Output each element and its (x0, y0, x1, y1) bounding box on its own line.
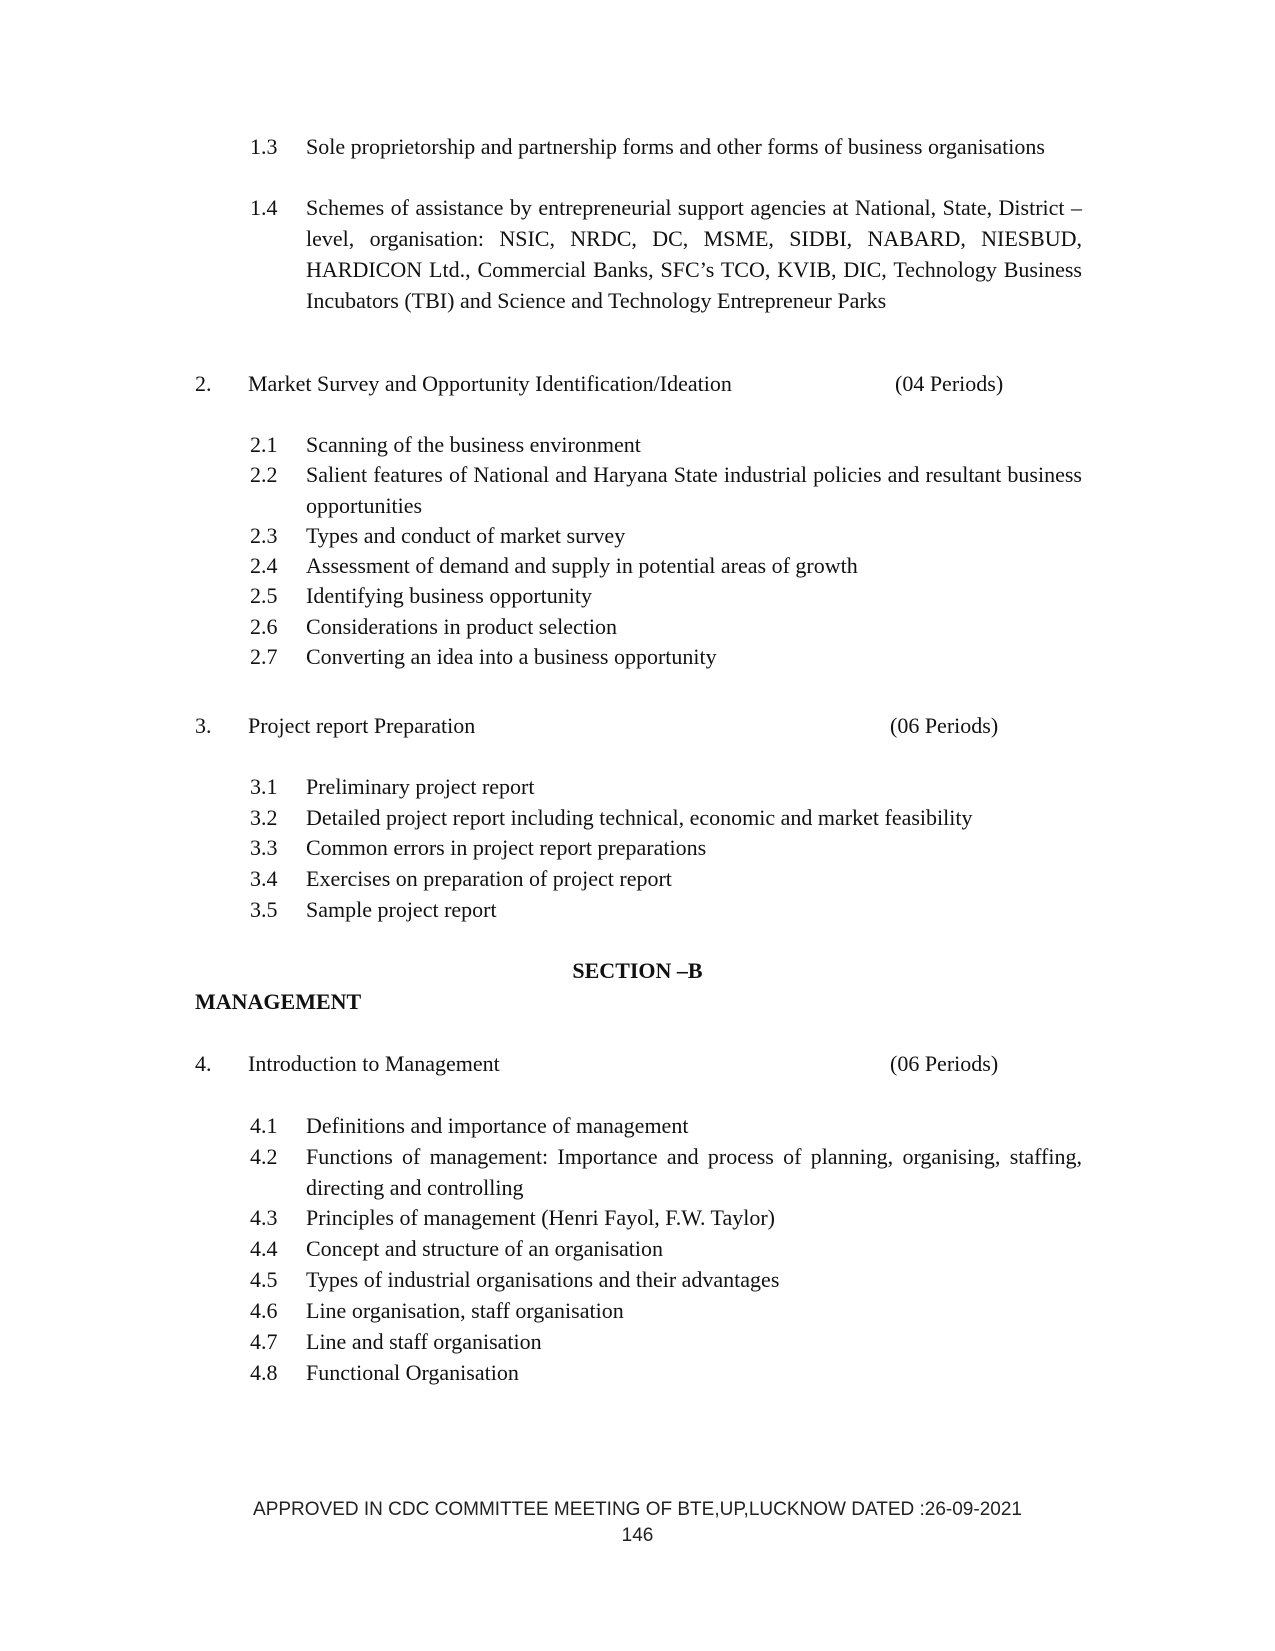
item-text: Definitions and importance of management (306, 1113, 689, 1138)
list-item-4-5 (250, 1264, 1082, 1295)
section-b-heading: SECTION –B (572, 958, 703, 983)
list-item-3-4 (250, 863, 1082, 894)
list-item-3-3 (250, 832, 1082, 863)
item-number: 4.3 (250, 1205, 278, 1230)
item-text: Line organisation, staff organisation (306, 1298, 624, 1323)
item-text: Identifying business opportunity (306, 583, 592, 608)
section-title: Introduction to Management (248, 1051, 500, 1076)
item-text: Assessment of demand and supply in potential areas of growth (306, 553, 858, 578)
item-text: Detailed project report including technical, economic and market feasibility (306, 805, 973, 830)
list-item-4-3 (250, 1202, 1082, 1233)
list-item-4-8 (250, 1357, 1082, 1388)
item-text: Preliminary project report (306, 774, 535, 799)
item-number: 4.2 (250, 1144, 278, 1169)
item-number: 2.5 (250, 583, 278, 608)
section-periods: (06 Periods) (890, 713, 999, 738)
item-text: Sample project report (306, 897, 497, 922)
item-text: Sole proprietorship and partnership forms and other forms of business organisations (306, 134, 1045, 159)
item-number: 3.3 (250, 835, 278, 860)
item-number: 3.4 (250, 866, 278, 891)
item-text: Concept and structure of an organisation (306, 1236, 663, 1261)
item-number: 1.4 (250, 195, 278, 220)
item-number: 3.1 (250, 774, 278, 799)
list-item-2-5 (250, 580, 1082, 611)
item-text: Exercises on preparation of project report (306, 866, 672, 891)
item-number: 4.4 (250, 1236, 278, 1261)
footer-approval-note: APPROVED IN CDC COMMITTEE MEETING OF BTE,UP,LUCKNOW DATED :26-09-2021 (253, 1499, 1022, 1520)
item-text: Schemes of assistance by entrepreneurial support agencies at National, State, District –level, organisation: NSIC, NRDC, DC, MSME, SIDBI, NABARD, NIESBUD, HARDICON Ltd., Commercial Banks, SFC’s TCO, KVIB, DIC, Technology Business Incubators (TBI) and Science and Technology Entrepreneur Parks (306, 195, 1082, 313)
item-text: Scanning of the business environment (306, 432, 641, 457)
list-item-1-3 (250, 131, 1082, 162)
item-number: 3.2 (250, 805, 278, 830)
item-text: Converting an idea into a business opportunity (306, 644, 717, 669)
item-number: 4.8 (250, 1360, 278, 1385)
list-item-1-4 (250, 192, 1082, 316)
list-item-2-2 (250, 459, 1082, 521)
item-text: Salient features of National and Haryana State industrial policies and resultant business opportunities (306, 462, 1082, 518)
item-number: 4.7 (250, 1329, 278, 1354)
section-number: 2. (195, 371, 212, 396)
item-text: Principles of management (Henri Fayol, F.W. Taylor) (306, 1205, 775, 1230)
list-item-4-6 (250, 1295, 1082, 1326)
list-item-3-2 (250, 802, 1082, 833)
item-number: 2.1 (250, 432, 278, 457)
item-text: Functional Organisation (306, 1360, 519, 1385)
list-item-4-4 (250, 1233, 1082, 1264)
section-title: Market Survey and Opportunity Identification/Ideation (248, 371, 732, 396)
item-number: 1.3 (250, 134, 278, 159)
item-number: 2.2 (250, 462, 278, 487)
list-item-2-1 (250, 429, 1082, 460)
page-number: 146 (621, 1525, 654, 1546)
section-periods: (04 Periods) (895, 371, 1004, 396)
item-number: 2.7 (250, 644, 278, 669)
section-periods: (06 Periods) (890, 1051, 999, 1076)
list-item-2-3 (250, 520, 1082, 551)
item-text: Types and conduct of market survey (306, 523, 626, 548)
list-item-2-7 (250, 641, 1082, 672)
item-number: 2.3 (250, 523, 278, 548)
section-number: 4. (195, 1051, 212, 1076)
section-number: 3. (195, 713, 212, 738)
section-title: Project report Preparation (248, 713, 476, 738)
list-item-4-7 (250, 1326, 1082, 1357)
item-text: Considerations in product selection (306, 614, 617, 639)
item-number: 4.1 (250, 1113, 278, 1138)
management-heading: MANAGEMENT (195, 989, 362, 1014)
item-number: 4.5 (250, 1267, 278, 1292)
item-text: Functions of management: Importance and process of planning, organising, staffing, directing and controlling (306, 1144, 1082, 1200)
list-item-4-1 (250, 1110, 1082, 1141)
list-item-3-1 (250, 771, 1082, 802)
item-number: 4.6 (250, 1298, 278, 1323)
item-number: 2.6 (250, 614, 278, 639)
list-item-2-4 (250, 550, 1082, 581)
item-text: Line and staff organisation (306, 1329, 542, 1354)
list-item-2-6 (250, 611, 1082, 642)
item-text: Common errors in project report preparations (306, 835, 707, 860)
list-item-3-5 (250, 894, 1082, 925)
item-number: 3.5 (250, 897, 278, 922)
list-item-4-2 (250, 1141, 1082, 1203)
item-number: 2.4 (250, 553, 278, 578)
item-text: Types of industrial organisations and their advantages (306, 1267, 780, 1292)
